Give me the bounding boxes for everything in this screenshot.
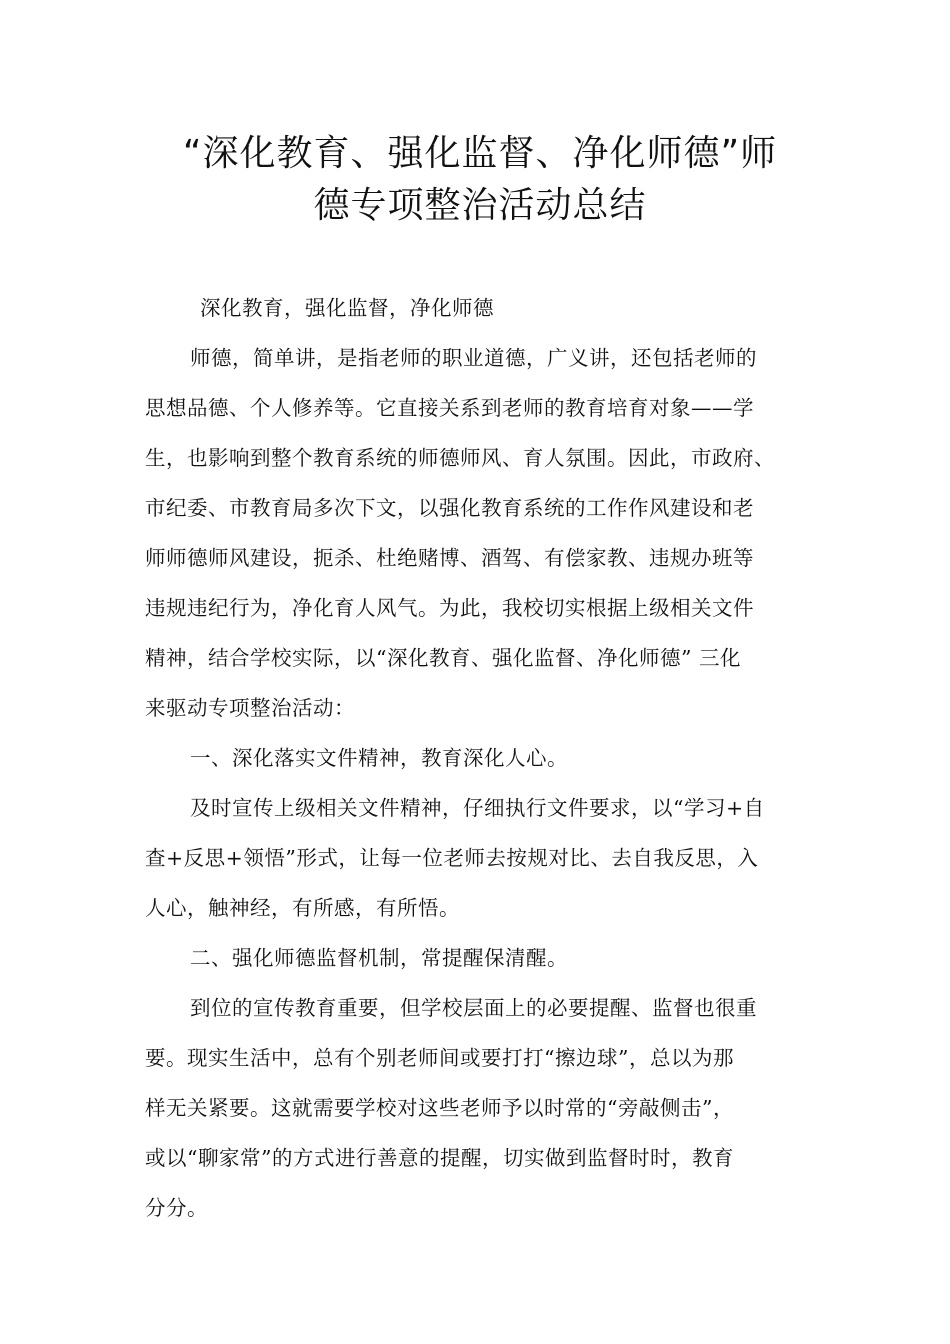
- paragraph-line: 生，也影响到整个教育系统的师德师风、育人氛围。因此，市政府、: [145, 446, 775, 470]
- paragraph-line: 查+反思+领悟”形式，让每一位老师去按规对比、去自我反思，入: [145, 846, 759, 870]
- paragraph-line: 人心，触神经，有所感，有所悟。: [145, 896, 460, 920]
- subtitle-line: 深化教育，强化监督，净化师德: [200, 296, 494, 320]
- paragraph-line: 师师德师风建设，扼杀、杜绝赌博、酒驾、有偿家教、违规办班等: [145, 546, 754, 570]
- title-line-1: “深化教育、强化监督、净化师德”师: [182, 133, 778, 174]
- paragraph-line: 思想品德、个人修养等。它直接关系到老师的教育培育对象——学: [145, 396, 754, 420]
- paragraph-line: 精神，结合学校实际，以“深化教育、强化监督、净化师德” 三化: [145, 646, 741, 670]
- paragraph-line: 市纪委、市教育局多次下文，以强化教育系统的工作作风建设和老: [145, 496, 754, 520]
- paragraph-line: 到位的宣传教育重要，但学校层面上的必要提醒、监督也很重: [190, 996, 757, 1020]
- paragraph-line: 违规违纪行为，净化育人风气。为此，我校切实根据上级相关文件: [145, 596, 754, 620]
- paragraph-line: 来驱动专项整治活动：: [145, 696, 355, 720]
- paragraph-line: 或以“聊家常”的方式进行善意的提醒，切实做到监督时时，教育: [145, 1146, 734, 1170]
- section-heading-1: 一、深化落实文件精神，教育深化人心。: [190, 746, 568, 770]
- paragraph-line: 及时宣传上级相关文件精神，仔细执行文件要求，以“学习+自: [190, 796, 765, 820]
- paragraph-line: 师德，简单讲，是指老师的职业道德，广义讲，还包括老师的: [190, 346, 757, 370]
- document-body: [145, 283, 815, 1233]
- section-heading-2: 二、强化师德监督机制，常提醒保清醒。: [190, 946, 568, 970]
- document-title: [140, 128, 820, 232]
- paragraph-line: 要。现实生活中，总有个别老师间或要打打“擦边球”，总以为那: [145, 1046, 734, 1070]
- paragraph-line: 分分。: [145, 1196, 208, 1220]
- title-line-2: 德专项整治活动总结: [313, 185, 647, 226]
- paragraph-line: 样无关紧要。这就需要学校对这些老师予以时常的“旁敲侧击”，: [145, 1096, 734, 1120]
